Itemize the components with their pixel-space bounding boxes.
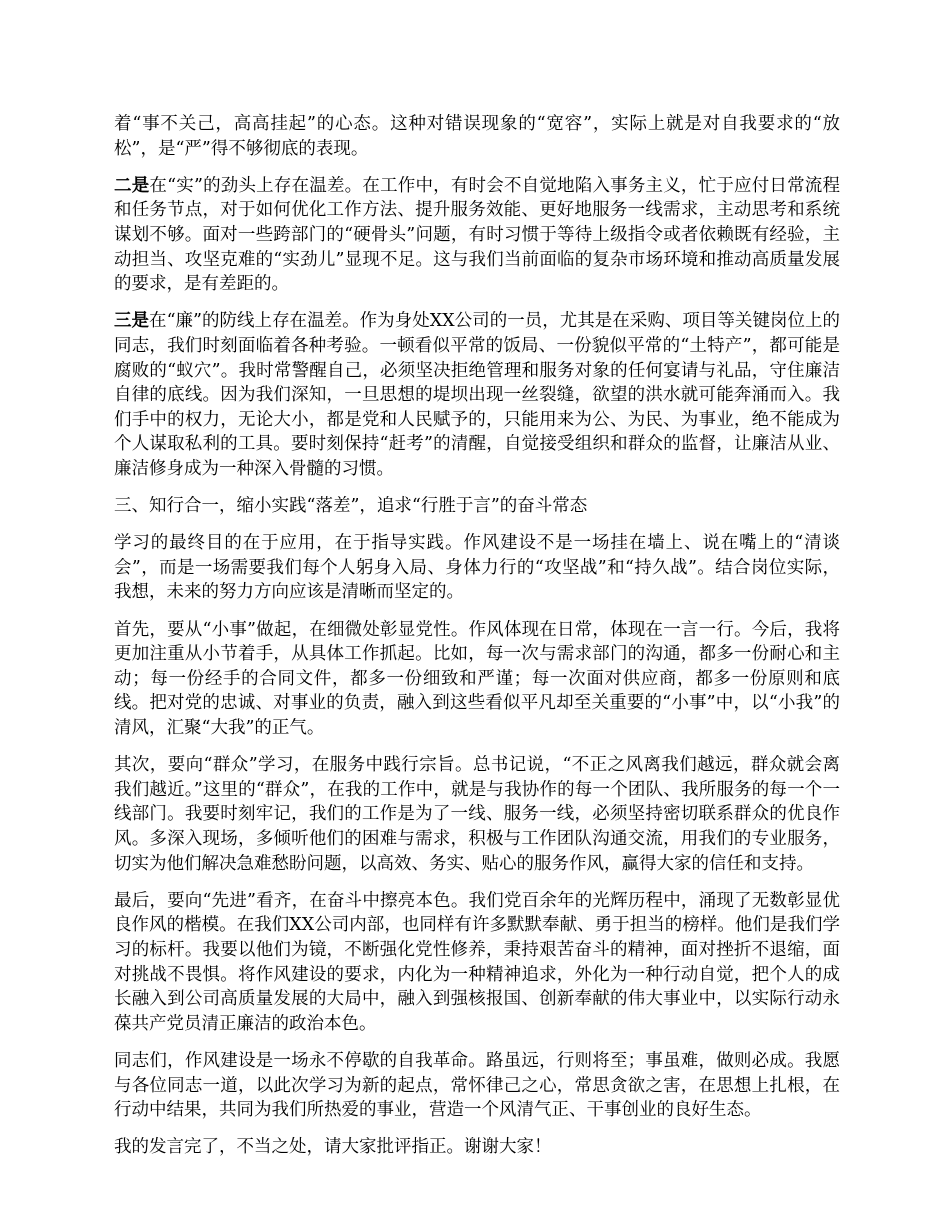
paragraph-conclusion [114, 1049, 840, 1123]
paragraph-text: 在“廉”的防线上存在温差。作为身处XX公司的一员，尤其是在采购、项目等关键岗位上的同志，我们时刻面临着各种考验。一顿看似平常的饭局、一份貌似平常的“土特产”，都可能是腐败的“蚁穴”。我时常警醒自己，必须坚决拒绝管理和服务对象的任何宴请与礼品，守住廉洁自律的底线。因为我们深知，一旦思想的堤坝出现一丝裂缝，欲望的洪水就可能奔涌而入。我们手中的权力，无论大小，都是党和人民赋予的，只能用来为公、为民、为事业，绝不能成为个人谋取私利的工具。要时刻保持“赶考”的清醒，自觉接受组织和群众的监督，让廉洁从业、廉洁修身成为一种深入骨髓的习惯。 [114, 311, 841, 479]
paragraph-point-three [114, 309, 840, 481]
paragraph-closing [114, 1135, 840, 1160]
paragraph-text: 其次，要向“群众”学习，在服务中践行宗旨。总书记说，“不正之风离我们越远，群众就会离我们越近。”这里的“群众”，在我的工作中，就是与我协作的每一个团队、我所服务的每一个一线部门。我要时刻牢记，我们的工作是为了一线、服务一线，必须坚持密切联系群众的优良作风。多深入现场，多倾听他们的困难与需求，积极与工作团队沟通交流，用我们的专业服务，切实为他们解决急难愁盼问题，以高效、务实、贴心的服务作风，赢得大家的信任和支持。 [114, 755, 840, 874]
paragraph-intro [114, 531, 840, 605]
paragraph-text: 学习的最终目的在于应用，在于指导实践。作风建设不是一场挂在墙上、说在嘴上的“清谈会”，而是一场需要我们每个人躬身入局、身体力行的“攻坚战”和“持久战”。结合岗位实际，我想，未来的努力方向应该是清晰而坚定的。 [114, 533, 840, 603]
paragraph-text: 我的发言完了，不当之处，请大家批评指正。谢谢大家！ [114, 1137, 552, 1158]
paragraph-text: 着“事不关己，高高挂起”的心态。这种对错误现象的“宽容”，实际上就是对自我要求的“放松”，是“严”得不够彻底的表现。 [114, 114, 840, 159]
paragraph-continuation [114, 112, 840, 161]
paragraph-point-two [114, 174, 840, 297]
paragraph-last [114, 889, 840, 1037]
paragraph-lead: 二是 [114, 175, 150, 196]
section-heading [114, 494, 840, 519]
paragraph-first [114, 618, 840, 741]
section-heading-text: 三、知行合一，缩小实践“落差”，追求“行胜于言”的奋斗常态 [114, 496, 588, 517]
paragraph-lead: 三是 [114, 311, 150, 332]
paragraph-text: 最后，要向“先进”看齐，在奋斗中擦亮本色。我们党百余年的光辉历程中，涌现了无数彰显优良作风的楷模。在我们XX公司内部，也同样有许多默默奉献、勇于担当的榜样。他们是我们学习的标杆。我要以他们为镜，不断强化党性修养，秉持艰苦奋斗的精神，面对挫折不退缩，面对挑战不畏惧。将作风建设的要求，内化为一种精神追求，外化为一种行动自觉，把个人的成长融入到公司高质量发展的大局中，融入到强核报国、创新奉献的伟大事业中，以实际行动永葆共产党员清正廉洁的政治本色。 [114, 890, 840, 1034]
paragraph-text: 首先，要从“小事”做起，在细微处彰显党性。作风体现在日常，体现在一言一行。今后，我将更加注重从小节着手，从具体工作抓起。比如，每一次与需求部门的沟通，都多一份耐心和主动；每一份经手的合同文件，都多一份细致和严谨；每一次面对供应商，都多一份原则和底线。把对党的忠诚、对事业的负责，融入到这些看似平凡却至关重要的“小事”中，以“小我”的清风，汇聚“大我”的正气。 [114, 619, 840, 739]
paragraph-text: 在“实”的劲头上存在温差。在工作中，有时会不自觉地陷入事务主义，忙于应付日常流程和任务节点，对于如何优化工作方法、提升服务效能、更好地服务一线需求，主动思考和系统谋划不够。面对一些跨部门的“硬骨头”问题，有时习惯于等待上级指令或者依赖既有经验，主动担当、攻坚克难的“实劲儿”显现不足。这与我们当前面临的复杂市场环境和推动高质量发展的要求，是有差距的。 [114, 175, 841, 295]
paragraph-text: 同志们，作风建设是一场永不停歇的自我革命。路虽远，行则将至；事虽难，做则必成。我愿与各位同志一道，以此次学习为新的起点，常怀律己之心，常思贪欲之害，在思想上扎根，在行动中结果，共同为我们所热爱的事业，营造一个风清气正、干事创业的良好生态。 [114, 1050, 840, 1121]
document-body [114, 112, 840, 1173]
paragraph-second [114, 753, 840, 876]
